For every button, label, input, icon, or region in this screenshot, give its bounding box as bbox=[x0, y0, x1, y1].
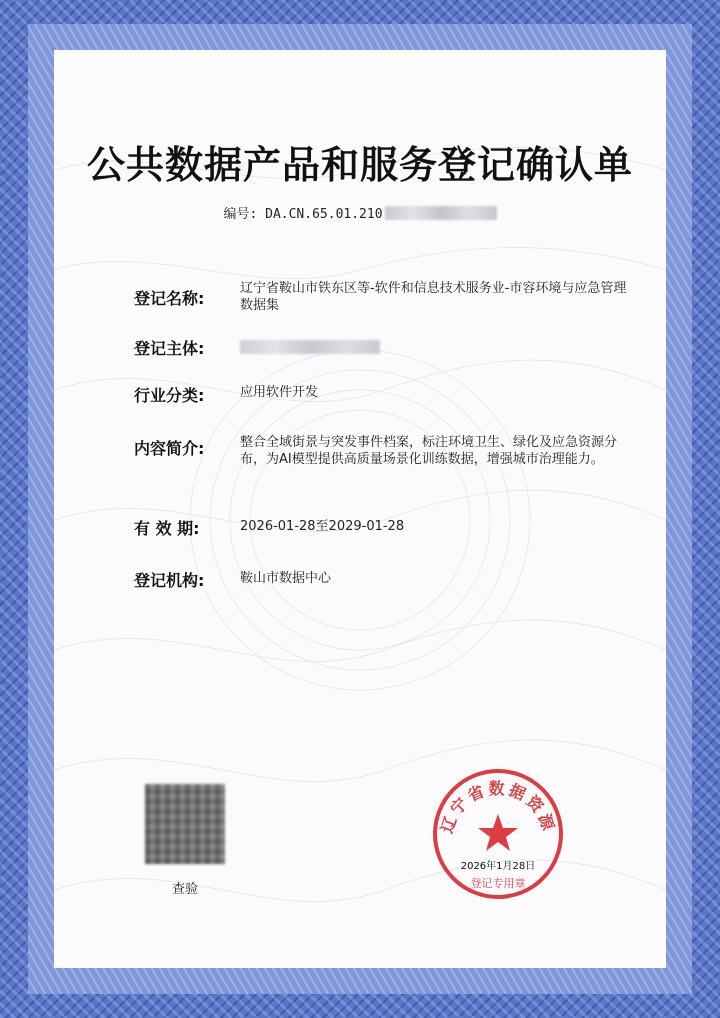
field-label-name: 登记名称: bbox=[134, 289, 205, 308]
field-label-validity: 有 效 期: bbox=[134, 519, 200, 538]
field-value-entity bbox=[240, 340, 632, 359]
seal-purpose-text: 登记专用章 bbox=[470, 877, 526, 890]
certificate-title: 公共数据产品和服务登记确认单 bbox=[86, 143, 633, 187]
certificate-paper bbox=[54, 50, 666, 968]
serial-number bbox=[54, 203, 666, 222]
field-value-industry: 应用软件开发 bbox=[240, 385, 319, 400]
field-label-agency: 登记机构: bbox=[134, 571, 205, 590]
seal-org-text: 辽宁省数据资源 bbox=[437, 779, 559, 836]
field-label-entity: 登记主体: bbox=[134, 339, 205, 358]
serial-redacted bbox=[385, 206, 497, 220]
field-label-industry: 行业分类: bbox=[134, 386, 205, 405]
field-value-name: 辽宁省鞍山市铁东区等-软件和信息技术服务业-市容环境与应急管理数据集 bbox=[240, 281, 627, 313]
entity-redacted bbox=[240, 340, 380, 354]
seal-star-icon bbox=[478, 814, 518, 851]
field-value-description: 整合全域街景与突发事件档案，标注环境卫生、绿化及应急资源分布，为AI模型提供高质量场景化训练数据，增强城市治理能力。 bbox=[240, 435, 618, 467]
seal-date-text: 2026年1月28日 bbox=[460, 861, 536, 872]
field-value-validity: 2026-01-28至2029-01-28 bbox=[240, 519, 405, 534]
qr-caption: 查验 bbox=[171, 882, 198, 897]
field-value-agency: 鞍山市数据中心 bbox=[240, 571, 332, 586]
field-label-description: 内容简介: bbox=[134, 439, 205, 458]
serial-value: DA.CN.65.01.210 bbox=[265, 207, 383, 222]
official-seal bbox=[430, 766, 566, 902]
verification-qr-code[interactable] bbox=[145, 784, 225, 864]
serial-label: 编号: bbox=[223, 207, 258, 222]
